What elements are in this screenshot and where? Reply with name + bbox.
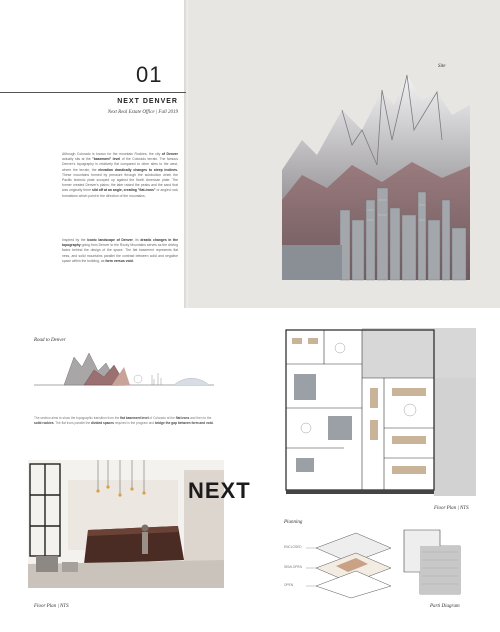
- site-label: Site: [438, 64, 446, 69]
- intro-paragraph-2: Inspired by the iconic landscape of Denver, its drastic changes in the topography going from Denver to the Rocky Mountains serves as the driving factor behind the design of the space. The flat basement represents flat ness, and solid mountains parallel the contrast between solid and negative space within the building, as form versus void.: [62, 238, 178, 263]
- planning-label: Planning: [284, 520, 303, 525]
- planning-axonometric: [306, 528, 396, 598]
- project-subtitle: Next Real Estate Office | Fall 2019: [107, 110, 178, 115]
- floor-plan-label-left: Floor Plan | NTS: [34, 604, 69, 609]
- floor-plan-drawing: [284, 328, 476, 496]
- chapter-number: 01: [136, 62, 163, 87]
- parti-diagram-label: Parti Diagram: [430, 604, 460, 609]
- section-caption: The section aims to show the topographic transition from the flat basement level of Colorado at the flat irons and then to the solid rockies. The flat irons parallel the divided spaces required in the program and bridge the gap between form and void.: [34, 416, 214, 425]
- floor-plan-label-right: Floor Plan | NTS: [434, 506, 469, 511]
- title-rule: [0, 92, 186, 93]
- road-section-diagram: [34, 345, 214, 395]
- axon-label-semi-open: SEMI-OPEN: [284, 565, 302, 569]
- next-sign-text: NEXT: [188, 478, 251, 503]
- site-collage-image: [282, 70, 470, 280]
- axon-label-enclosed: ENCLOSED: [284, 545, 302, 549]
- project-title: NEXT DENVER: [117, 98, 178, 105]
- parti-diagram: [400, 528, 472, 598]
- book-spine: [184, 0, 188, 308]
- road-to-denver-label: Road to Denver: [34, 338, 66, 343]
- axon-label-open: OPEN: [284, 583, 294, 587]
- intro-paragraph-1: Although Colorado is known for the mountain Rockies, the city of Denver actually sits at the "basement" level of the Colorado terrain. The famous Denver's topography is relatively flat compared to other sites to the west, where the terrain, the elevation drastically changes to steep inclines. These mountains formed by pressure through the subduction when the Pacific tectonic plate scooped up against the North American plate. The former created Denver's plains; the later raised the peaks and the sand that was originally there slid off at an angle, creating "flat-irons" or angled rock formations which point in the direction of the mountains.: [62, 152, 178, 198]
